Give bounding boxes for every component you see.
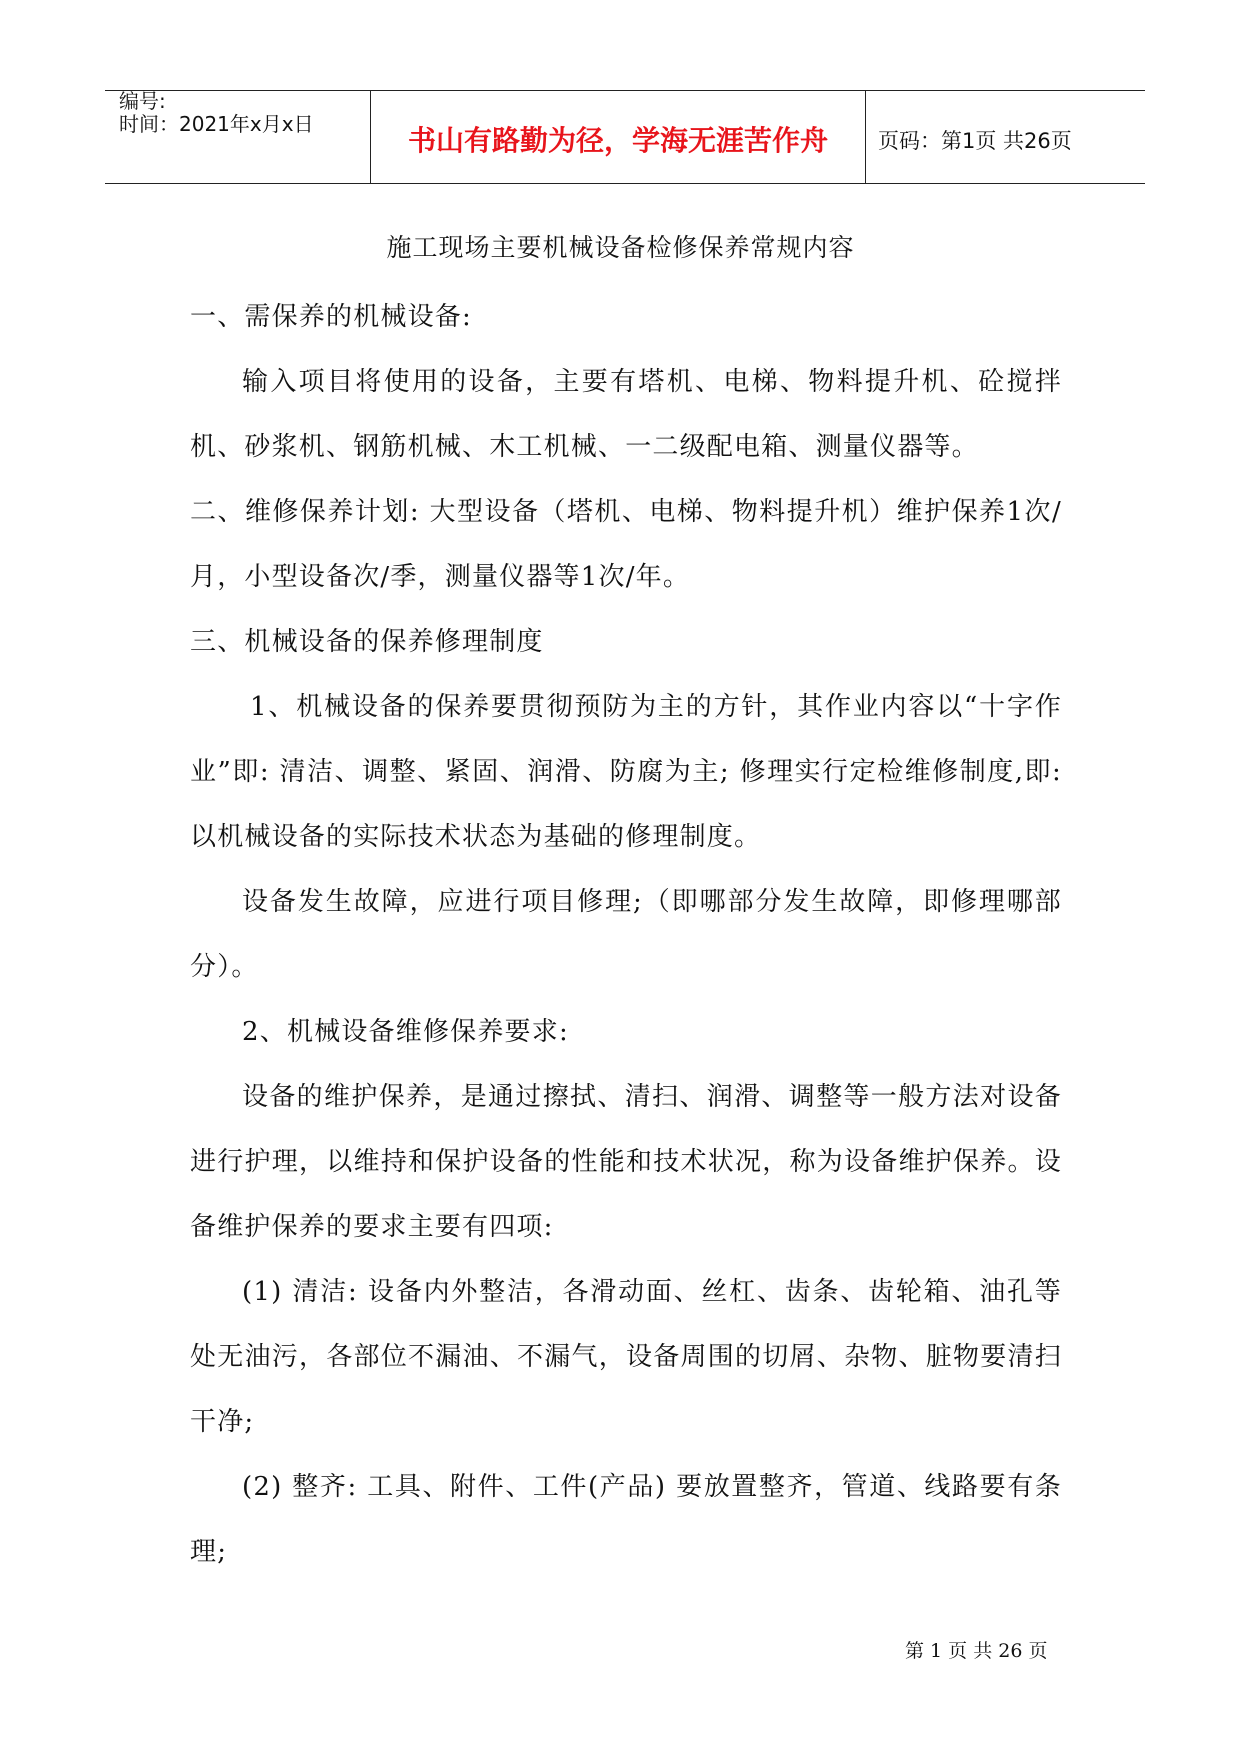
header-table	[105, 90, 1145, 184]
document-body	[190, 285, 1062, 1585]
header-left-cell	[105, 91, 370, 183]
paragraph-tidy: (2) 整齐: 工具、附件、工件(产品) 要放置整齐，管道、线路要有条理;	[190, 1472, 1062, 1567]
paragraph-item-1: 1、机械设备的保养要贯彻预防为主的方针，其作业内容以“十字作业”即: 清洁、调整、紧固、润滑、防腐为主; 修理实行定检维修制度,即: 以机械设备的实际技术状态为基础的修理制度。	[190, 692, 1062, 852]
paragraph-fault-repair: 设备发生故障，应进行项目修理;（即哪部分发生故障，即修理哪部分）。	[190, 887, 1062, 982]
header-right-cell	[866, 91, 1145, 183]
motto: 书山有路勤为径，学海无涯苦作舟	[407, 124, 828, 157]
page-info: 页码：第1页 共26页	[878, 129, 1072, 153]
document-title: 施工现场主要机械设备检修保养常规内容	[386, 233, 855, 262]
paragraph-section-1: 一、需保养的机械设备:	[190, 302, 472, 332]
paragraph-section-3: 三、机械设备的保养修理制度	[190, 627, 544, 657]
paragraph-equipment-list: 输入项目将使用的设备，主要有塔机、电梯、物料提升机、砼搅拌机、砂浆机、钢筋机械、木工机械、一二级配电箱、测量仪器等。	[190, 367, 1062, 462]
paragraph-item-2: 2、机械设备维修保养要求:	[242, 1017, 569, 1047]
paragraph-maintenance-def: 设备的维护保养，是通过擦拭、清扫、润滑、调整等一般方法对设备进行护理，以维持和保护设备的性能和技术状况，称为设备维护保养。设备维护保养的要求主要有四项:	[190, 1082, 1062, 1242]
number-label: 编号:	[119, 89, 166, 113]
time-label: 时间：2021年x月x日	[119, 112, 314, 136]
paragraph-clean: (1) 清洁: 设备内外整洁，各滑动面、丝杠、齿条、齿轮箱、油孔等处无油污，各部位不漏油、不漏气，设备周围的切屑、杂物、脏物要清扫干净;	[190, 1277, 1062, 1437]
paragraph-section-2: 二、维修保养计划: 大型设备（塔机、电梯、物料提升机）维护保养1次/月，小型设备次/季，测量仪器等1次/年。	[190, 497, 1062, 592]
header-mid-cell	[370, 91, 866, 183]
page-footer: 第 1 页 共 26 页	[905, 1640, 1048, 1662]
